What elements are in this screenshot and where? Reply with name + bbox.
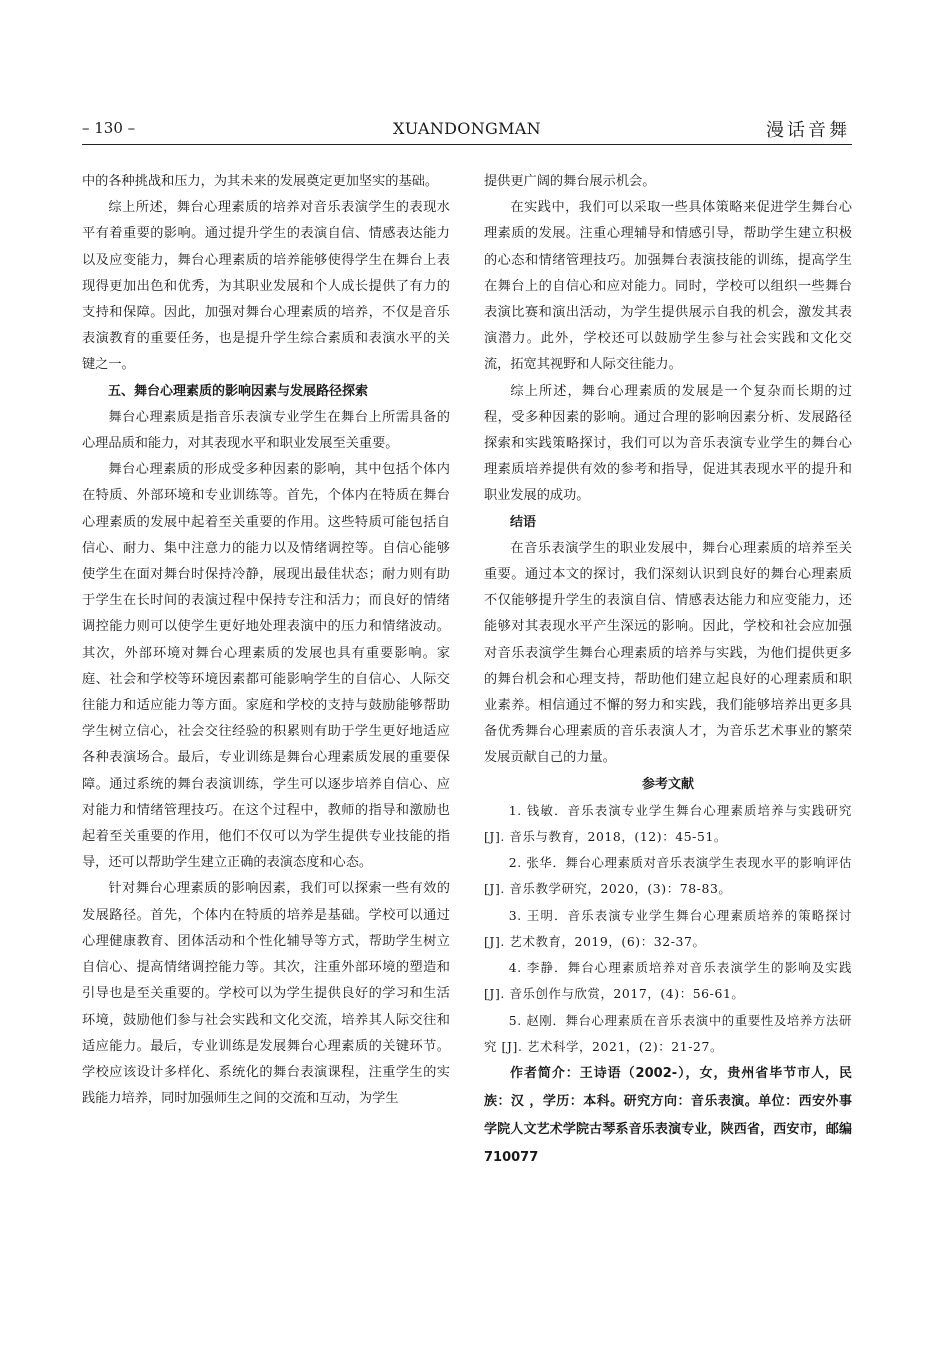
reference-item: 2. 张华．舞台心理素质对音乐表演学生表现水平的影响评估 [J]. 音乐教学研究，2020，(3)：78-83。 <box>484 855 852 897</box>
page-header <box>82 116 852 145</box>
section-heading: 五、舞台心理素质的影响因素与发展路径探索 <box>108 383 369 399</box>
journal-name: XUANDONGMAN <box>393 119 541 138</box>
left-column <box>82 169 450 1112</box>
references-heading: 参考文献 <box>641 776 694 792</box>
author-bio: 作者简介：王诗语（2002-），女，贵州省毕节市人，民 族：汉 ，学历：本科。研究方向：音乐表演。单位：西安外事学院人文艺术学院古琴系音乐表演专业，陕西省，西安市，邮编 710077 <box>484 1065 852 1165</box>
paragraph: 在实践中，我们可以采取一些具体策略来促进学生舞台心理素质的发展。注重心理辅导和情感引导，帮助学生建立积极的心态和情绪管理技巧。加强舞台表演技能的训练，提高学生在舞台上的自信心和应对能力。同时，学校可以组织一些舞台表演比赛和演出活动，为学生提供展示自我的机会，激发其表演潜力。此外，学校还可以鼓励学生参与社会实践和文化交流，拓宽其视野和人际交往能力。 <box>484 200 852 373</box>
paragraph: 提供更广阔的舞台展示机会。 <box>484 174 656 189</box>
paragraph: 中的各种挑战和压力，为其未来的发展奠定更加坚实的基础。 <box>82 174 439 189</box>
page-number: – 130 – <box>82 119 136 137</box>
reference-item: 5. 赵刚．舞台心理素质在音乐表演中的重要性及培养方法研究 [J]. 艺术科学，2021，(2)：21-27。 <box>484 1012 852 1054</box>
paragraph: 综上所述，舞台心理素质的培养对音乐表演学生的表现水平有着重要的影响。通过提升学生的表演自信、情感表达能力以及应变能力，舞台心理素质的培养能够使得学生在舞台上表现得更加出色和优秀，为其职业发展和个人成长提供了有力的支持和保障。因此，加强对舞台心理素质的培养，不仅是音乐表演教育的重要任务，也是提升学生综合素质和表演水平的关键之一。 <box>82 200 450 373</box>
paragraph: 针对舞台心理素质的影响因素，我们可以探索一些有效的发展路径。首先，个体内在特质的培养是基础。学校可以通过心理健康教育、团体活动和个性化辅导等方式，帮助学生树立自信心、提高情绪调控能力等。其次，注重外部环境的塑造和引导也是至关重要的。学校可以为学生提供良好的学习和生活环境，鼓励他们参与社会实践和文化交流，培养其人际交往和适应能力。最后，专业训练是发展舞台心理素质的关键环节。学校应该设计多样化、系统化的舞台表演课程，注重学生的实践能力培养，同时加强师生之间的交流和互动，为学生 <box>82 881 450 1107</box>
right-column <box>484 169 852 1172</box>
reference-item: 1. 钱敏．音乐表演专业学生舞台心理素质培养与实践研究 [J]. 音乐与教育，2018，(12)：45-51。 <box>484 802 852 845</box>
paragraph: 综上所述，舞台心理素质的发展是一个复杂而长期的过程，受多种因素的影响。通过合理的影响因素分析、发展路径探索和实践策略探讨，我们可以为音乐表演专业学生的舞台心理素质培养提供有效的参考和指导，促进其表现水平的提升和职业发展的成功。 <box>484 383 852 504</box>
paragraph: 舞台心理素质是指音乐表演专业学生在舞台上所需具备的心理品质和能力，对其表现水平和职业发展至关重要。 <box>82 409 450 452</box>
conclusion-heading: 结语 <box>510 514 537 530</box>
reference-item: 4. 李静．舞台心理素质培养对音乐表演学生的影响及实践 [J]. 音乐创作与欣赏，2017，(4)：56-61。 <box>484 960 852 1002</box>
paragraph: 在音乐表演学生的职业发展中，舞台心理素质的培养至关重要。通过本文的探讨，我们深刻认识到良好的舞台心理素质不仅能够提升学生的表演自信、情感表达能力和应变能力，还能够对其表现水平产生深远的影响。因此，学校和社会应加强对音乐表演学生舞台心理素质的培养与实践，为他们提供更多的舞台机会和心理支持，帮助他们建立起良好的心理素质和职业素养。相信通过不懈的努力和实践，我们能够培养出更多具备优秀舞台心理素质的音乐表演人才，为音乐艺术事业的繁荣发展贡献自己的力量。 <box>484 540 852 766</box>
paragraph: 舞台心理素质的形成受多种因素的影响，其中包括个体内在特质、外部环境和专业训练等。首先，个体内在特质在舞台心理素质的发展中起着至关重要的作用。这些特质可能包括自信心、耐力、集中注意力的能力以及情绪调控等。自信心能够使学生在面对舞台时保持冷静，展现出最佳状态；耐力则有助于学生在长时间的表演过程中保持专注和活力；而良好的情绪调控能力则可以使学生更好地处理表演中的压力和情绪波动。其次，外部环境对舞台心理素质的发展也具有重要影响。家庭、社会和学校等环境因素都可能影响学生的自信心、人际交往能力和适应能力等方面。家庭和学校的支持与鼓励能够帮助学生树立信心，社会交往经验的积累则有助于学生更好地适应各种表演场合。最后，专业训练是舞台心理素质发展的重要保障。通过系统的舞台表演训练，学生可以逐步培养自信心、应对能力和情绪管理技巧。在这个过程中，教师的指导和激励也起着至关重要的作用，他们不仅可以为学生提供专业技能的指导，还可以帮助学生建立正确的表演态度和心态。 <box>82 462 450 871</box>
column-name: 漫话音舞 <box>766 120 850 141</box>
reference-item: 3. 王明．音乐表演专业学生舞台心理素质培养的策略探讨 [J]. 艺术教育，2019，(6)：32-37。 <box>484 907 852 949</box>
